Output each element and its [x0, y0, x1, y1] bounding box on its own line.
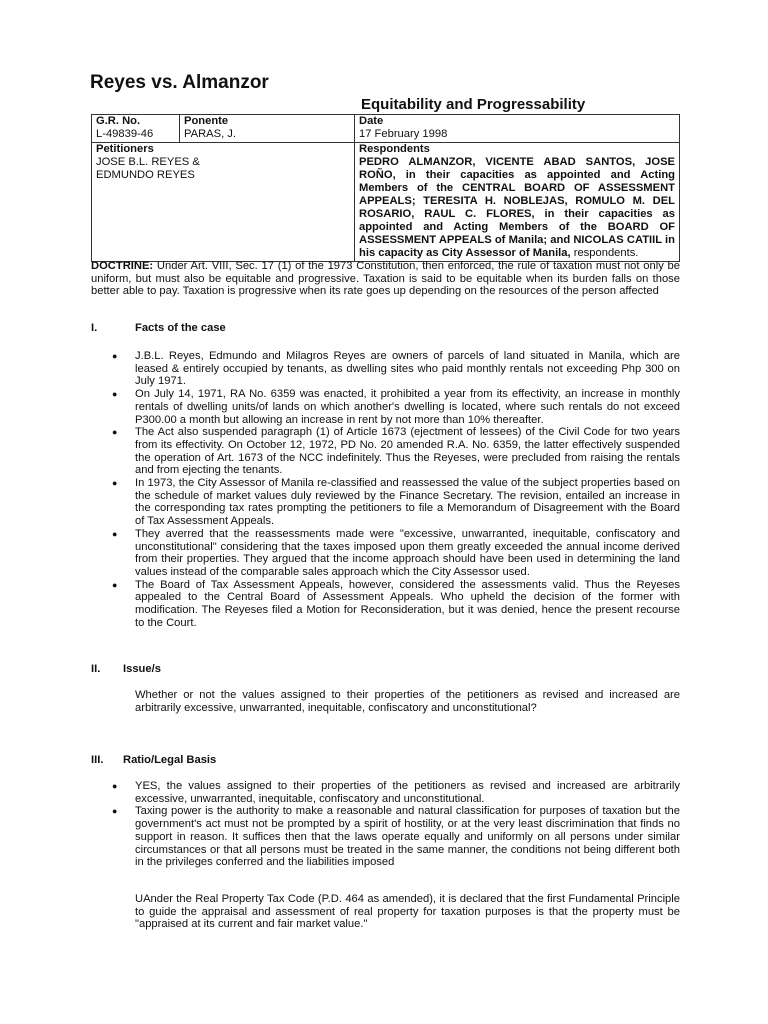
petitioners-label: Petitioners	[96, 143, 154, 155]
gr-label: G.R. No.	[96, 115, 141, 127]
date-value: 17 February 1998	[359, 128, 448, 140]
list-item: ● The Board of Tax Assessment Appeals, however, considered the assessments valid. Thus the Reyeses appealed to the Central Board of Assessment Appeals. Who upheld the decision of the former with modification. The Reyeses filed a Motion for Reconsideration, but it was denied, hence the present recourse to the Court.	[112, 578, 680, 629]
case-subtitle: Equitability and Progressability	[361, 96, 586, 113]
issue-paragraph: Whether or not the values assigned to their properties of the petitioners as revised and increased are arbitrarily excessive, unwarranted, inequitable, confiscatory and unconstitutional?	[135, 689, 680, 714]
list-item: ● J.B.L. Reyes, Edmundo and Milagros Reyes are owners of parcels of land situated in Manila, which are leased & entirely occupied by tenants, as dwelling sites who paid monthly rentals not exceeding Php 300 on July 1971.	[112, 350, 680, 388]
ratio-list	[110, 780, 680, 869]
bullet-icon: ●	[112, 781, 118, 791]
bullet-icon: ●	[112, 528, 118, 539]
case-info-table	[91, 114, 680, 262]
doctrine-label: DOCTRINE:	[91, 260, 154, 272]
respondents-cell	[355, 143, 680, 262]
bullet-icon: ●	[112, 806, 118, 817]
facts-list	[110, 350, 680, 629]
respondents-label: Respondents	[359, 143, 430, 155]
issue-heading	[91, 663, 161, 675]
case-title: Reyes vs. Almanzor	[90, 72, 269, 93]
respondents-suffix: respondents.	[570, 247, 639, 259]
bullet-icon: ●	[112, 427, 118, 438]
petitioners-value: JOSE B.L. REYES & EDMUNDO REYES	[96, 156, 200, 181]
gr-cell	[92, 115, 180, 143]
issue-title: Issue/s	[123, 663, 161, 675]
date-cell	[355, 115, 680, 143]
facts-heading	[91, 322, 226, 334]
gr-value: L-49839-46	[96, 128, 154, 140]
facts-number: I.	[91, 322, 98, 334]
doctrine-paragraph	[91, 260, 680, 298]
list-item: ● Taxing power is the authority to make a reasonable and natural classification for purposes of taxation but the government's act must not be prompted by a spirit of hostility, or at the very least discrimination that finds no support in reason. It suffices then that the laws operate equally and uniformly on all persons under similar circumstances or that all persons must be treated in the same manner, the conditions not being different both in the privileges conferred and the liabilities imposed	[112, 805, 680, 869]
facts-title: Facts of the case	[135, 322, 226, 334]
ratio-heading	[91, 754, 216, 766]
ponente-label: Ponente	[184, 115, 229, 127]
doctrine-text: Under Art. VIII, Sec. 17 (1) of the 1973 Constitution, then enforced, the rule of taxation must not only be uniform, but must also be equitable and progressive. Taxation is said to be equitable when its burden falls on those better able to pay. Taxation is progressive when its rate goes up depending on the resources of the person affected	[91, 260, 680, 298]
ponente-cell	[180, 115, 355, 143]
issue-number: II.	[91, 663, 101, 675]
list-item: ● The Act also suspended paragraph (1) of Article 1673 (ejectment of lessees) of the Civil Code for two years from its effectivity. On October 12, 1972, PD No. 20 amended R.A. No. 6359, the latter effectively suspended the operation of Art. 1673 of the NCC indefinitely. Thus the Reyeses, were precluded from raising the rentals and from ejecting the tenants.	[112, 426, 680, 477]
petitioners-cell	[92, 143, 355, 262]
ratio-title: Ratio/Legal Basis	[123, 754, 217, 766]
ponente-value: PARAS, J.	[184, 128, 237, 140]
bullet-icon: ●	[112, 478, 118, 489]
list-item: ● On July 14, 1971, RA No. 6359 was enacted, it prohibited a year from its effectivity, an increase in monthly rentals of dwelling units/of lands on which another's dwelling is located, where such rentals do not exceed P300.00 a month but allowing an increase in rent by not more than 10% thereafter.	[112, 388, 680, 426]
respondents-value	[359, 156, 675, 260]
ratio-closing-paragraph: UAnder the Real Property Tax Code (P.D. 464 as amended), it is declared that the first Fundamental Principle to guide the appraisal and assessment of real property for taxation purposes is that the property must be "appraised at its current and fair market value."	[135, 893, 680, 931]
respondents-names: PEDRO ALMANZOR, VICENTE ABAD SANTOS, JOSE ROÑO, in their capacities as appointed and Acting Members of the CENTRAL BOARD OF ASSESSMENT APPEALS; TERESITA H. NOBLEJAS, ROMULO M. DEL ROSARIO, RAUL C. FLORES, in their capacities as appointed and Acting Members of the BOARD OF ASSESSMENT APPEALS of Manila; and NICOLAS CATIIL in his capacity as City Assessor of Manila,	[359, 156, 675, 259]
list-item: ● They averred that the reassessments made were "excessive, unwarranted, inequitable, confiscatory and unconstitutional" considering that the taxes imposed upon them greatly exceeded the annual income derived from their properties. They argued that the income approach should have been used in determining the land values instead of the comparable sales approach which the City Assessor used.	[112, 527, 680, 578]
list-item: ● YES, the values assigned to their properties of the petitioners as revised and increased are arbitrarily excessive, unwarranted, inequitable, confiscatory and unconstitutional.	[112, 780, 680, 805]
bullet-icon: ●	[112, 579, 118, 590]
date-label: Date	[359, 115, 384, 127]
ratio-number: III.	[91, 754, 104, 766]
list-item: ● In 1973, the City Assessor of Manila re-classified and reassessed the value of the subject properties based on the schedule of market values duly reviewed by the Finance Secretary. The revision, entailed an increase in the corresponding tax rates prompting the petitioners to file a Memorandum of Disagreement with the Board of Tax Assessment Appeals.	[112, 477, 680, 528]
bullet-icon: ●	[112, 351, 118, 361]
bullet-icon: ●	[112, 389, 118, 400]
